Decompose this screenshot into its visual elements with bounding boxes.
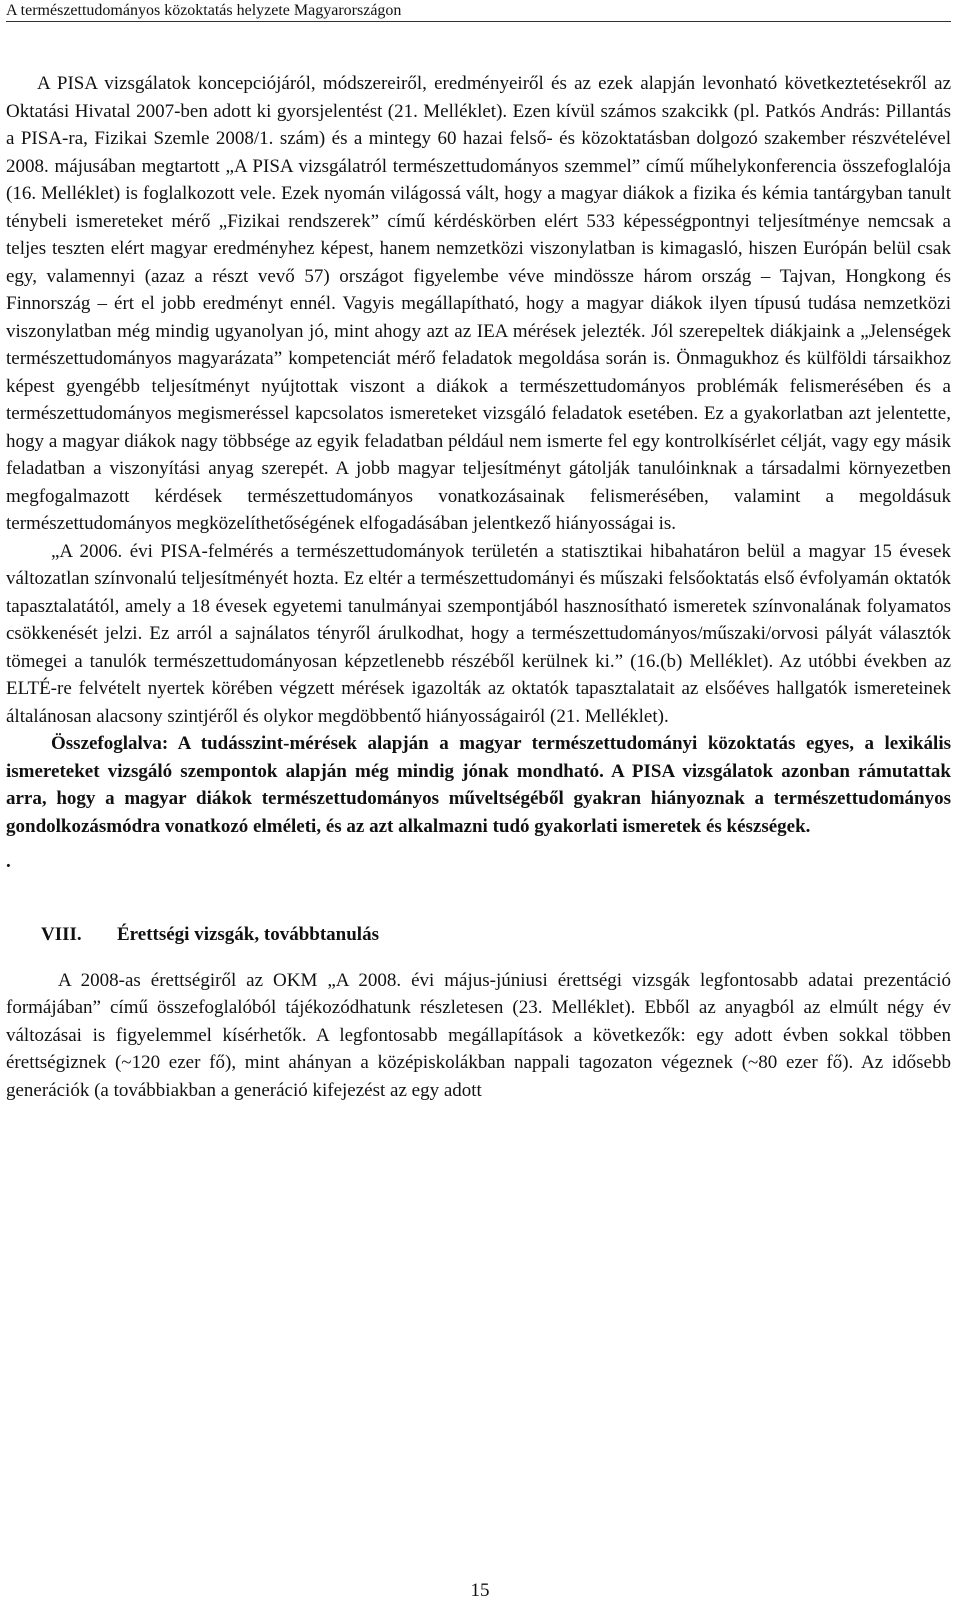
stray-dot: . xyxy=(6,851,11,872)
running-header xyxy=(6,0,951,22)
summary-paragraph: Összefoglalva: A tudásszint-mérések alapján a magyar természettudományi közoktatás egyes, a lexikális ismereteket vizsgáló szempontok alapján még mindig jónak mondható. A PISA vizsgálatok azonban rámutattak arra, hogy a magyar diákok természettudományos műveltségéből gyakran hiányoznak a természettudományos gondolkozásmódra vonatkozó elméleti, és az azt alkalmazni tudó gyakorlati ismeretek és készségek. xyxy=(6,733,951,837)
section-number: VIII. xyxy=(41,924,82,945)
section-title: Érettségi vizsgák, továbbtanulás xyxy=(117,924,379,945)
page-body xyxy=(6,70,951,1104)
body-paragraph-quote: „A 2006. évi PISA-felmérés a természettudományok területén a statisztikai hibahatáron belül a magyar 15 évesek változatlan színvonalú teljesítményét hozta. Ez eltér a természettudományi és műszaki felsőoktatás első évfolyamán oktatók tapasztalatától, amely a 18 évesek egyetemi tanulmányai szempontjából hasznosítható ismeretek színvonalának folyamatos csökkenését jelzi. Ez arról a sajnálatos tényről árulkodhat, hogy a természettudományos/műszaki/orvosi pályát választók tömegei a tanulók természettudományosan képzetlenebb részéből kerülnek ki.” (16.(b) Melléklet). Az utóbbi években az ELTÉ-re felvételt nyertek körében végzett mérések igazolták az oktatók tapasztalatait az elsőéves hallgatók ismereteinek általánosan alacsony szintjéről és olykor megdöbbentő hiányosságairól (21. Melléklet). xyxy=(6,540,951,727)
section-heading xyxy=(6,921,951,949)
running-title: A természettudományos közoktatás helyzete Magyarországon xyxy=(6,2,402,19)
section-paragraph: A 2008-as érettségiről az OKM „A 2008. évi május-júniusi érettségi vizsgák legfontosabb adatai prezentáció formájában” című összefoglalóból tájékozódhatunk részletesen (23. Melléklet). Ebből az anyagból az elmúlt négy év változásai is figyelemmel kísérhetők. A legfontosabb megállapítások a következők: egy adott évben sokkal többen érettségiznek (~120 ezer fő), mint ahányan a középiskolákban nappali tagozaton végeznek (~80 ezer fő). Az idősebb generációk (a továbbiakban a generáció kifejezést az egy adott xyxy=(6,969,951,1101)
page-number: 15 xyxy=(470,1580,490,1601)
body-paragraph-pisa: A PISA vizsgálatok koncepciójáról, módszereiről, eredményeiről és az ezek alapján levonható következtetésekről az Oktatási Hivatal 2007-ben adott ki gyorsjelentést (21. Melléklet). Ezen kívül számos szakcikk (pl. Patkós András: Pillantás a PISA-ra, Fizikai Szemle 2008/1. szám) és a mintegy 60 hazai felső- és közoktatásban dolgozó szakember részvételével 2008. májusában megtartott „A PISA vizsgálatról természettudományos szemmel” című műhelykonferencia összefoglalója (16. Melléklet) is foglalkozott vele. Ezek nyomán világossá vált, hogy a magyar diákok a fizika és kémia tantárgyban tanult ténybeli ismereteket mérő „Fizikai rendszerek” című kérdéskörben elért 533 képességpontnyi teljesítménye nemcsak a teljes teszten elért magyar eredményhez képest, hanem nemzetközi viszonylatban is kimagasló, hiszen Európán belül csak egy, valamennyi (azaz a részt vevő 57) országot figyelembe véve mindössze három ország – Tajvan, Hongkong és Finnország – ért el jobb eredményt ennél. Vagyis megállapítható, hogy a magyar diákok ilyen típusú tudása nemzetközi viszonylatban még mindig ugyanolyan jó, mint ahogy azt az IEA mérések jelezték. Jól szerepeltek diákjaink a „Jelenségek természettudományos magyarázata” kompetenciát mérő feladatok megoldása során is. Önmagukhoz és külföldi társaikhoz képest gyengébb teljesítményt nyújtottak viszont a diákok a természettudományos problémák felismerésében és a természettudományos megismeréssel kapcsolatos ismereteket vizsgáló feladatok esetében. Ez a gyakorlatban azt jelentette, hogy a magyar diákok nagy többsége az egyik feladatban például nem ismerte fel egy kontrolkísérlet célját, vagy egy másik feladatban a viszonyítási anyag szerepét. A jobb magyar teljesítményt gátolják tanulóinknak a társadalmi környezetben megfogalmazott kérdések természettudományos vonatkozásainak felismerésében, valamint a megoldásuk természettudományos megközelíthetőségének elfogadásában jelentkező hiányosságai is. xyxy=(6,73,951,534)
